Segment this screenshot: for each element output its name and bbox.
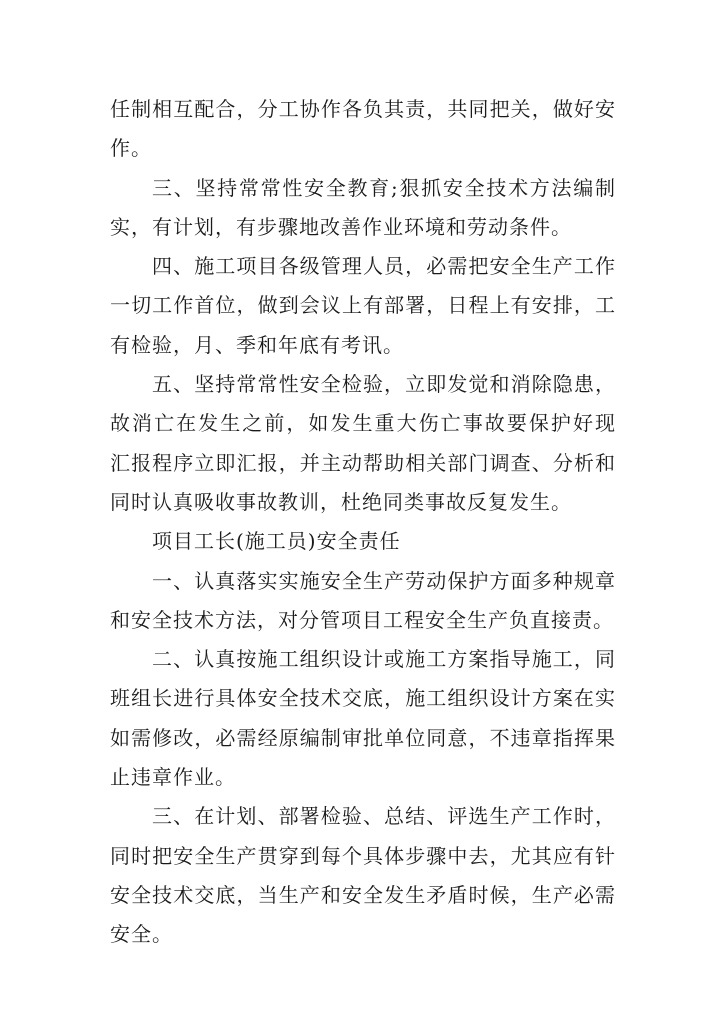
text-line: 二、认真按施工组织设计或施工方案指导施工，同 xyxy=(152,647,616,672)
document-body xyxy=(110,90,616,955)
text-line: 有检验，月、季和年底有考讯。 xyxy=(110,332,404,357)
text-line: 实，有计划，有步骤地改善作业环境和劳动条件。 xyxy=(110,214,572,239)
text-line: 安全技术交底，当生产和安全发生矛盾时候，生产必需 xyxy=(110,882,616,907)
text-line: 故消亡在发生之前，如发生重大伤亡事故要保护好现 xyxy=(110,411,616,436)
text-line: 五、坚持常常性安全检验，立即发觉和消除隐患， xyxy=(152,372,616,397)
text-line: 三、在计划、部署检验、总结、评选生产工作时， xyxy=(152,804,616,829)
text-line: 一切工作首位，做到会议上有部署，日程上有安排，工 xyxy=(110,293,616,318)
text-line: 作。 xyxy=(110,136,152,161)
text-line: 一、认真落实实施安全生产劳动保护方面多种规章 xyxy=(152,568,616,593)
text-line: 同时认真吸收事故教训，杜绝同类事故反复发生。 xyxy=(110,489,572,514)
text-line: 安全。 xyxy=(110,922,173,947)
text-line: 任制相互配合，分工协作各负其责，共同把关，做好安 xyxy=(110,97,616,121)
text-line: 班组长进行具体安全技术交底，施工组织设计方案在实 xyxy=(110,686,616,711)
text-line: 项目工长(施工员)安全责任 xyxy=(152,529,401,554)
text-line: 三、坚持常常性安全教育;狠抓安全技术方法编制 xyxy=(152,175,616,200)
text-line: 止违章作业。 xyxy=(110,765,236,790)
text-line: 和安全技术方法，对分管项目工程安全生产负直接责。 xyxy=(110,607,614,632)
text-line: 同时把安全生产贯穿到每个具体步骤中去，尤其应有针 xyxy=(110,843,616,868)
text-line: 四、施工项目各级管理人员，必需把安全生产工作 xyxy=(152,254,616,279)
text-line: 如需修改，必需经原编制审批单位同意，不违章指挥果 xyxy=(110,725,616,750)
text-line: 汇报程序立即汇报，并主动帮助相关部门调查、分析和 xyxy=(110,450,616,475)
